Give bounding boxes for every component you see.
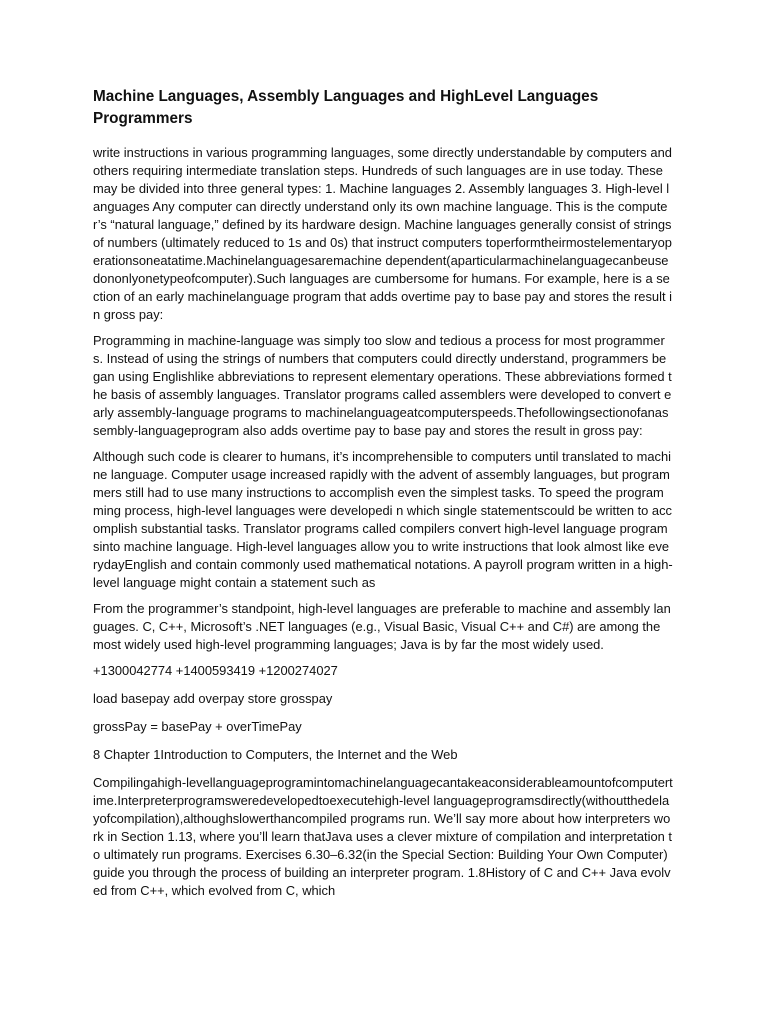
high-level-code-example: grossPay = basePay + overTimePay — [93, 719, 302, 734]
paragraph-high-level-languages: Although such code is clearer to humans, it’s incomprehensible to computers until translated to machine language. Computer usage increased rapidly with the advent of assembly languages, but programmers still had to use many instructions to accomplish even the simplest tasks. To speed the programming process, high-level languages were developedi n which single statementscould be written to accomplish substantial tasks. Translator programs called compilers convert high-level language programsinto machine language. High-level languages allow you to write instructions that look almost like everydayEnglish and contain commonly used mathematical notations. A payroll program written in a high-level language might contain a statement such as — [93, 449, 673, 590]
document-page — [93, 86, 673, 908]
machine-code-example: +1300042774 +1400593419 +1200274027 — [93, 663, 338, 678]
paragraph-interpreters: Compilingahigh-levellanguageprogramintomachinelanguagecantakeaconsiderableamountofcomputertime.Interpreterprogramsweredevelopedtoexecutehigh-level languageprogramsdirectly(withoutthedelayofcompilation),althoughslowerthancompiled programs run. We’ll say more about how interpreters work in Section 1.13, where you’ll learn thatJava uses a clever mixture of compilation and interpretation to ultimately run programs. Exercises 6.30–6.32(in the Special Section: Building Your Own Computer) guide you through the process of building an interpreter program. 1.8History of C and C++ Java evolved from C++, which evolved from C, which — [93, 775, 673, 898]
paragraph-assembly-languages: Programming in machine-language was simply too slow and tedious a process for most programmers. Instead of using the strings of numbers that computers could directly understand, programmers began using Englishlike abbreviations to represent elementary operations. These abbreviations formed the basis of assembly languages. Translator programs called assemblers were developed to convert early assembly-language programs to machinelanguageatcomputerspeeds.Thefollowingsectionofanassembly-languageprogram also adds overtime pay to base pay and stores the result in gross pay: — [93, 333, 672, 438]
paragraph-machine-languages: write instructions in various programming languages, some directly understandable by computers and others requiring intermediate translation steps. Hundreds of such languages are in use today. These may be divided into three general types: 1. Machine languages 2. Assembly languages 3. High-level languages Any computer can directly understand only its own machine language. This is the computer’s “natural language,” defined by its hardware design. Machine languages generally consist of strings of numbers (ultimately reduced to 1s and 0s) that instruct computers toperformtheirmostelementaryoperationsoneatatime.Machinelanguagesaremachine dependent(aparticularmachinelanguagecanbeusedononlyonetypeofcomputer).Such languages are cumbersome for humans. For example, here is a section of an early machinelanguage program that adds overtime pay to base pay and stores the result in gross pay: — [93, 145, 672, 322]
document-title: Machine Languages, Assembly Languages and HighLevel Languages Programmers — [93, 88, 599, 127]
assembly-code-example: load basepay add overpay store grosspay — [93, 691, 333, 706]
chapter-heading-line: 8 Chapter 1Introduction to Computers, the Internet and the Web — [93, 747, 458, 762]
paragraph-programmers-standpoint: From the programmer’s standpoint, high-level languages are preferable to machine and assembly languages. C, C++, Microsoft’s .NET languages (e.g., Visual Basic, Visual C++ and C#) are among the most widely used high-level programming languages; Java is by far the most widely used. — [93, 601, 671, 652]
